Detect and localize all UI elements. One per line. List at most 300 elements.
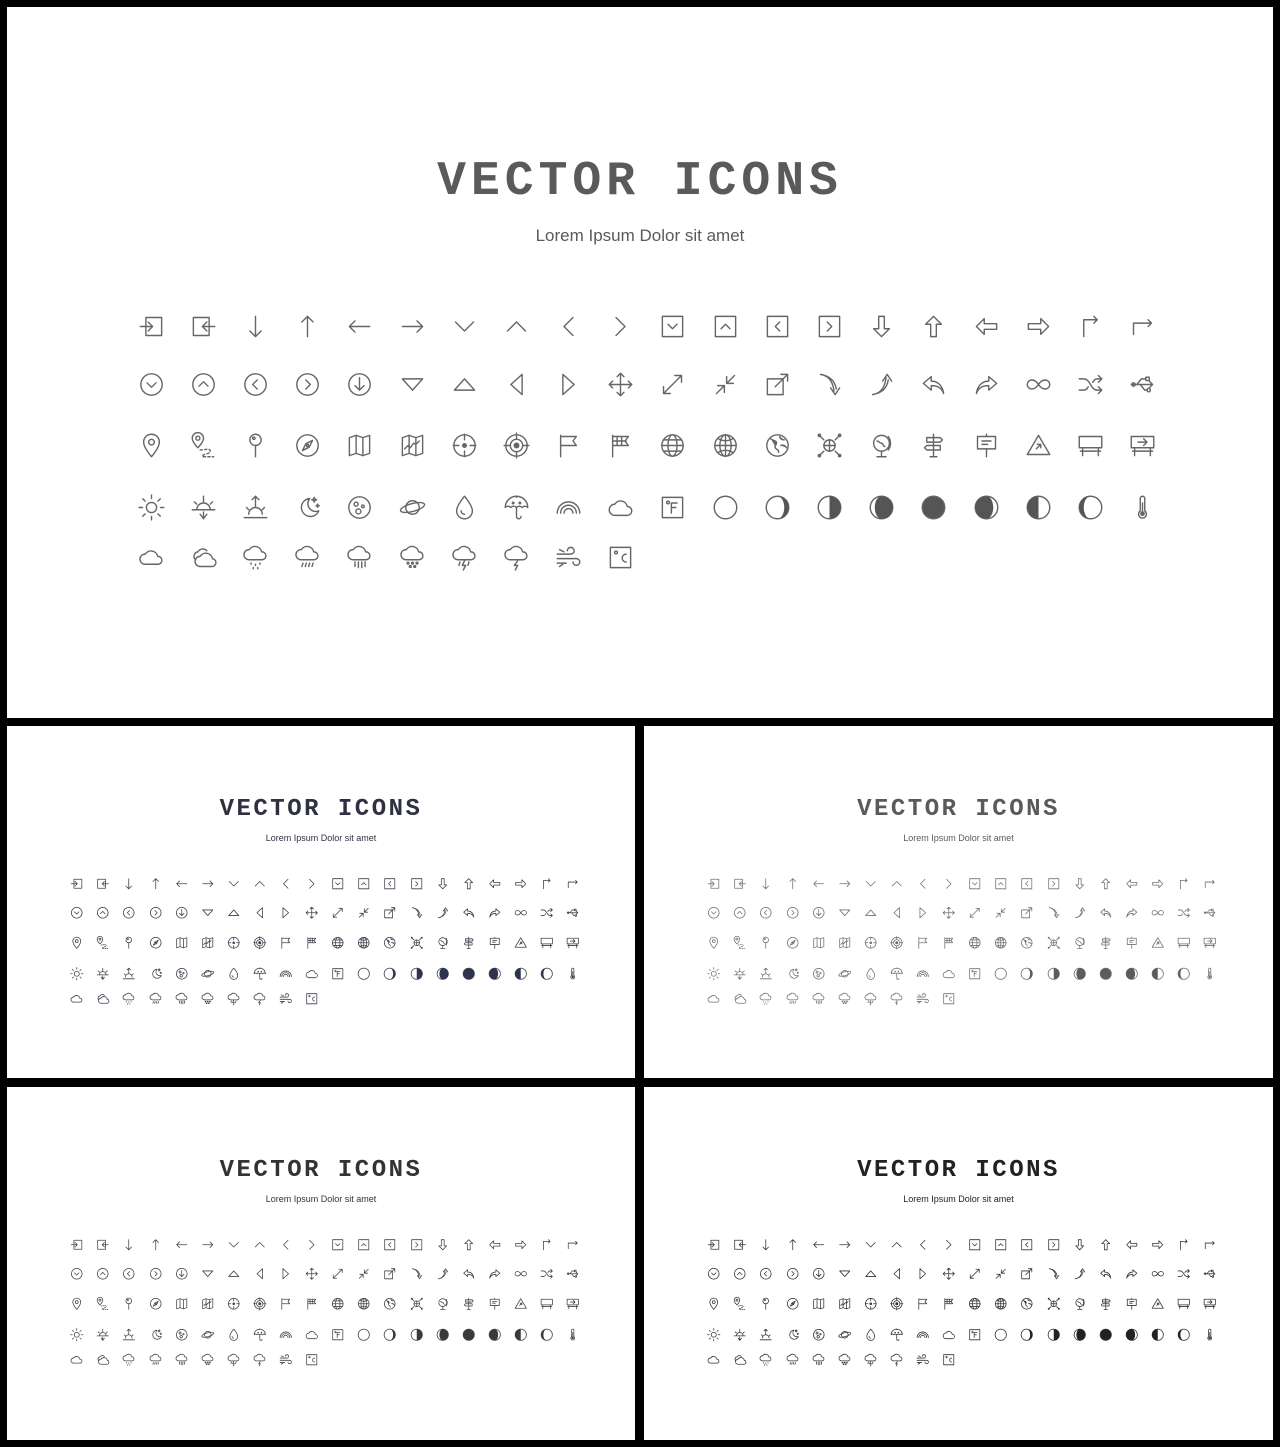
- moon-last-quarter-icon: [1145, 1319, 1171, 1350]
- circle-arrow-down-icon: [805, 1259, 831, 1288]
- icon-grid: [64, 1230, 586, 1370]
- turn-up-right-icon: [1064, 297, 1116, 355]
- slide-thumbnail-navy[interactable]: [7, 726, 635, 1078]
- earth-icon: [1014, 927, 1040, 958]
- chevron-left-icon: [910, 1230, 936, 1259]
- move-icon: [936, 1259, 962, 1288]
- fahrenheit-icon: [647, 477, 699, 537]
- target-icon: [247, 927, 273, 958]
- moon-waning-gibbous-icon: [1119, 958, 1145, 989]
- moon-waning-gibbous-icon: [482, 958, 508, 989]
- hollow-arrow-right-icon: [1145, 1230, 1171, 1259]
- billboard-icon: [1171, 927, 1197, 958]
- compress-icon: [351, 898, 377, 927]
- curved-arrow-down-icon: [403, 1259, 429, 1288]
- push-pin-icon: [116, 1288, 142, 1319]
- circle-chevron-left-icon: [753, 1259, 779, 1288]
- arrow-right-icon: [194, 1230, 220, 1259]
- triangle-down-icon: [194, 898, 220, 927]
- slide-thumbnail-charcoal[interactable]: [7, 1087, 635, 1440]
- chevron-down-icon: [858, 1230, 884, 1259]
- checkered-flag-icon: [299, 927, 325, 958]
- forward-icon: [482, 1259, 508, 1288]
- external-link-icon: [377, 1259, 403, 1288]
- cloud-showers-icon: [805, 1350, 831, 1370]
- direction-board-icon: [560, 927, 586, 958]
- sign-board-icon: [482, 927, 508, 958]
- moon-last-quarter-icon: [1145, 958, 1171, 989]
- rainbow-icon: [543, 477, 595, 537]
- flag-icon: [910, 1288, 936, 1319]
- folded-map-icon: [194, 1288, 220, 1319]
- triangle-right-icon: [273, 898, 299, 927]
- crosshair-icon: [858, 927, 884, 958]
- shuffle-icon: [1064, 355, 1116, 413]
- signpost-icon: [455, 927, 481, 958]
- shuffle-icon: [1171, 898, 1197, 927]
- sunrise-icon: [753, 1319, 779, 1350]
- circle-arrow-down-icon: [805, 898, 831, 927]
- usb-icon: [560, 1259, 586, 1288]
- chevron-left-icon: [543, 297, 595, 355]
- desk-globe-icon: [1066, 927, 1092, 958]
- sun-icon: [125, 477, 177, 537]
- expand-icon: [962, 1259, 988, 1288]
- compress-icon: [988, 898, 1014, 927]
- cloud-snow-icon: [831, 989, 857, 1009]
- cloud-lightning-icon: [884, 1350, 910, 1370]
- cloud-outline-icon: [64, 1350, 90, 1370]
- chevron-down-icon: [438, 297, 490, 355]
- chevron-left-icon: [273, 869, 299, 898]
- chevron-up-icon: [247, 1230, 273, 1259]
- wind-icon: [543, 537, 595, 577]
- moon-waxing-gibbous-icon: [856, 477, 908, 537]
- road-sign-icon: [1145, 927, 1171, 958]
- push-pin-icon: [753, 927, 779, 958]
- network-globe-icon: [1040, 927, 1066, 958]
- slide-title: VECTOR ICONS: [219, 796, 423, 823]
- moon-new-icon: [351, 958, 377, 989]
- triangle-up-icon: [221, 898, 247, 927]
- circle-chevron-left-icon: [229, 355, 281, 413]
- moon-waning-crescent-icon: [1171, 958, 1197, 989]
- billboard-icon: [1064, 413, 1116, 477]
- fahrenheit-icon: [962, 1319, 988, 1350]
- globe-icon: [325, 1288, 351, 1319]
- icon-row: [64, 1230, 586, 1259]
- wind-icon: [910, 1350, 936, 1370]
- icon-row: [64, 869, 586, 898]
- slide-subtitle: Lorem Ipsum Dolor sit amet: [903, 833, 1014, 843]
- hollow-arrow-right-icon: [508, 1230, 534, 1259]
- cloud-showers-icon: [168, 1350, 194, 1370]
- crosshair-icon: [438, 413, 490, 477]
- square-chevron-left-icon: [377, 1230, 403, 1259]
- flag-icon: [543, 413, 595, 477]
- triangle-right-icon: [910, 1259, 936, 1288]
- circle-arrow-down-icon: [334, 355, 386, 413]
- desk-globe-icon: [1066, 1288, 1092, 1319]
- cloud-lightning-icon: [247, 989, 273, 1009]
- thermometer-icon: [560, 958, 586, 989]
- triangle-up-icon: [438, 355, 490, 413]
- hollow-arrow-left-icon: [482, 869, 508, 898]
- icon-row: [64, 989, 586, 1009]
- icon-row: [125, 537, 1169, 577]
- move-icon: [299, 898, 325, 927]
- curved-arrow-up-icon: [429, 898, 455, 927]
- arrow-down-icon: [116, 1230, 142, 1259]
- chevron-right-icon: [936, 869, 962, 898]
- reply-icon: [1092, 898, 1118, 927]
- circle-chevron-left-icon: [753, 898, 779, 927]
- triangle-left-icon: [884, 898, 910, 927]
- sign-board-icon: [1119, 1288, 1145, 1319]
- cloud-rain-icon: [142, 989, 168, 1009]
- square-chevron-down-icon: [325, 1230, 351, 1259]
- sign-out-icon: [90, 1230, 116, 1259]
- cloud-icon: [936, 958, 962, 989]
- hollow-arrow-down-icon: [1066, 1230, 1092, 1259]
- square-chevron-right-icon: [403, 869, 429, 898]
- moon-new-icon: [351, 1319, 377, 1350]
- icon-row: [701, 1259, 1223, 1288]
- cloudy-icon: [90, 1350, 116, 1370]
- cloud-drizzle-icon: [116, 989, 142, 1009]
- external-link-icon: [377, 898, 403, 927]
- forward-icon: [960, 355, 1012, 413]
- square-chevron-down-icon: [325, 869, 351, 898]
- external-link-icon: [1014, 898, 1040, 927]
- celsius-icon: [936, 989, 962, 1009]
- triangle-left-icon: [884, 1259, 910, 1288]
- square-chevron-down-icon: [647, 297, 699, 355]
- icon-row: [701, 1288, 1223, 1319]
- cloud-storm-icon: [858, 989, 884, 1009]
- sign-board-icon: [1119, 927, 1145, 958]
- triangle-up-icon: [858, 898, 884, 927]
- square-chevron-right-icon: [803, 297, 855, 355]
- turn-right-icon: [1197, 1230, 1223, 1259]
- map-route-icon: [177, 413, 229, 477]
- arrow-left-icon: [805, 1230, 831, 1259]
- sign-in-icon: [64, 869, 90, 898]
- hollow-arrow-up-icon: [455, 869, 481, 898]
- circle-chevron-right-icon: [282, 355, 334, 413]
- chevron-left-icon: [273, 1230, 299, 1259]
- icon-row: [125, 413, 1169, 477]
- arrow-up-icon: [779, 1230, 805, 1259]
- slide-title: VECTOR ICONS: [437, 155, 843, 209]
- cloud-rain-icon: [779, 1350, 805, 1370]
- sign-out-icon: [177, 297, 229, 355]
- square-chevron-left-icon: [1014, 869, 1040, 898]
- icon-row: [125, 297, 1169, 355]
- circle-chevron-up-icon: [90, 1259, 116, 1288]
- circle-arrow-down-icon: [168, 898, 194, 927]
- planet-icon: [386, 477, 438, 537]
- hollow-arrow-down-icon: [429, 869, 455, 898]
- fahrenheit-icon: [325, 958, 351, 989]
- direction-board-icon: [560, 1288, 586, 1319]
- moon-full-icon: [1092, 958, 1118, 989]
- slide-title: VECTOR ICONS: [857, 1157, 1060, 1184]
- map-icon: [168, 1288, 194, 1319]
- hollow-arrow-left-icon: [482, 1230, 508, 1259]
- map-icon: [168, 927, 194, 958]
- triangle-right-icon: [543, 355, 595, 413]
- arrow-left-icon: [805, 869, 831, 898]
- planet-icon: [194, 958, 220, 989]
- sign-out-icon: [90, 869, 116, 898]
- circle-chevron-up-icon: [727, 1259, 753, 1288]
- sign-out-icon: [727, 1230, 753, 1259]
- square-chevron-down-icon: [962, 869, 988, 898]
- triangle-right-icon: [273, 1259, 299, 1288]
- moon-first-quarter-icon: [403, 958, 429, 989]
- target-icon: [490, 413, 542, 477]
- hollow-arrow-left-icon: [1119, 1230, 1145, 1259]
- expand-icon: [325, 898, 351, 927]
- hollow-arrow-left-icon: [960, 297, 1012, 355]
- icon-row: [701, 989, 1223, 1009]
- chevron-right-icon: [299, 1230, 325, 1259]
- cloud-drizzle-icon: [116, 1350, 142, 1370]
- umbrella-icon: [884, 1319, 910, 1350]
- compress-icon: [351, 1259, 377, 1288]
- moon-new-icon: [988, 1319, 1014, 1350]
- chevron-up-icon: [490, 297, 542, 355]
- sunrise-icon: [116, 958, 142, 989]
- arrow-right-icon: [831, 1230, 857, 1259]
- sign-in-icon: [701, 1230, 727, 1259]
- hollow-arrow-right-icon: [508, 869, 534, 898]
- checkered-flag-icon: [299, 1288, 325, 1319]
- sunrise-icon: [116, 1319, 142, 1350]
- triangle-up-icon: [858, 1259, 884, 1288]
- target-icon: [884, 927, 910, 958]
- arrow-down-icon: [229, 297, 281, 355]
- moon-waxing-crescent-icon: [377, 958, 403, 989]
- cloud-showers-icon: [168, 989, 194, 1009]
- icon-row: [64, 927, 586, 958]
- thermometer-icon: [560, 1319, 586, 1350]
- moon-waxing-gibbous-icon: [1066, 958, 1092, 989]
- move-icon: [299, 1259, 325, 1288]
- map-icon: [805, 1288, 831, 1319]
- cloudy-icon: [177, 537, 229, 577]
- umbrella-icon: [884, 958, 910, 989]
- target-icon: [247, 1288, 273, 1319]
- direction-board-icon: [1197, 927, 1223, 958]
- slide-title: VECTOR ICONS: [219, 1157, 423, 1184]
- triangle-left-icon: [247, 898, 273, 927]
- moon-first-quarter-icon: [1040, 1319, 1066, 1350]
- cloudy-icon: [90, 989, 116, 1009]
- reply-icon: [908, 355, 960, 413]
- desk-globe-icon: [856, 413, 908, 477]
- icon-row: [125, 477, 1169, 537]
- folded-map-icon: [386, 413, 438, 477]
- reply-icon: [1092, 1259, 1118, 1288]
- moon-stars-icon: [779, 1319, 805, 1350]
- moon-waxing-gibbous-icon: [429, 958, 455, 989]
- cloud-lightning-icon: [884, 989, 910, 1009]
- wind-icon: [910, 989, 936, 1009]
- chevron-up-icon: [247, 869, 273, 898]
- moon-stars-icon: [282, 477, 334, 537]
- usb-icon: [560, 898, 586, 927]
- hollow-arrow-up-icon: [455, 1230, 481, 1259]
- curved-arrow-down-icon: [1040, 1259, 1066, 1288]
- shuffle-icon: [1171, 1259, 1197, 1288]
- cloud-showers-icon: [334, 537, 386, 577]
- moon-first-quarter-icon: [803, 477, 855, 537]
- road-sign-icon: [1145, 1288, 1171, 1319]
- sunset-icon: [90, 1319, 116, 1350]
- moon-waxing-gibbous-icon: [1066, 1319, 1092, 1350]
- planet-icon: [831, 1319, 857, 1350]
- water-drop-icon: [221, 1319, 247, 1350]
- map-icon: [334, 413, 386, 477]
- moon-waning-gibbous-icon: [960, 477, 1012, 537]
- celsius-icon: [936, 1350, 962, 1370]
- curved-arrow-up-icon: [1066, 898, 1092, 927]
- sunrise-icon: [753, 958, 779, 989]
- sunset-icon: [727, 958, 753, 989]
- sunset-icon: [177, 477, 229, 537]
- arrow-right-icon: [831, 869, 857, 898]
- arrow-up-icon: [142, 869, 168, 898]
- moon-last-quarter-icon: [508, 958, 534, 989]
- icon-grid: [125, 297, 1169, 577]
- full-moon-icon: [168, 1319, 194, 1350]
- moon-waning-crescent-icon: [534, 1319, 560, 1350]
- loop-icon: [508, 1259, 534, 1288]
- billboard-icon: [534, 1288, 560, 1319]
- globe-icon: [962, 1288, 988, 1319]
- forward-icon: [482, 898, 508, 927]
- globe-icon: [647, 413, 699, 477]
- road-sign-icon: [508, 927, 534, 958]
- slide-thumbnail-gray[interactable]: [644, 726, 1273, 1078]
- full-moon-icon: [805, 1319, 831, 1350]
- icon-row: [64, 1319, 586, 1350]
- folded-map-icon: [831, 927, 857, 958]
- moon-new-icon: [699, 477, 751, 537]
- triangle-up-icon: [221, 1259, 247, 1288]
- arrow-down-icon: [753, 869, 779, 898]
- cloud-drizzle-icon: [229, 537, 281, 577]
- planet-icon: [194, 1319, 220, 1350]
- square-chevron-left-icon: [377, 869, 403, 898]
- square-chevron-right-icon: [1040, 869, 1066, 898]
- usb-icon: [1197, 1259, 1223, 1288]
- umbrella-icon: [490, 477, 542, 537]
- moon-waxing-crescent-icon: [377, 1319, 403, 1350]
- circle-chevron-down-icon: [125, 355, 177, 413]
- moon-full-icon: [455, 1319, 481, 1350]
- fahrenheit-icon: [325, 1319, 351, 1350]
- chevron-down-icon: [221, 1230, 247, 1259]
- triangle-left-icon: [247, 1259, 273, 1288]
- map-route-icon: [727, 1288, 753, 1319]
- rainbow-icon: [910, 958, 936, 989]
- moon-waning-crescent-icon: [534, 958, 560, 989]
- crosshair-icon: [221, 1288, 247, 1319]
- map-icon: [805, 927, 831, 958]
- cloud-showers-icon: [805, 989, 831, 1009]
- sunrise-icon: [229, 477, 281, 537]
- moon-last-quarter-icon: [508, 1319, 534, 1350]
- slide-subtitle: Lorem Ipsum Dolor sit amet: [265, 833, 377, 843]
- triangle-left-icon: [490, 355, 542, 413]
- circle-chevron-left-icon: [116, 898, 142, 927]
- expand-icon: [647, 355, 699, 413]
- loop-icon: [1012, 355, 1064, 413]
- forward-icon: [1119, 898, 1145, 927]
- icon-grid: [701, 869, 1223, 1009]
- chevron-right-icon: [936, 1230, 962, 1259]
- arrow-right-icon: [386, 297, 438, 355]
- slide-thumbnail-black[interactable]: [644, 1087, 1273, 1440]
- turn-up-right-icon: [534, 869, 560, 898]
- cloud-lightning-icon: [247, 1350, 273, 1370]
- full-moon-icon: [168, 958, 194, 989]
- cloud-snow-icon: [831, 1350, 857, 1370]
- signpost-icon: [1092, 927, 1118, 958]
- icon-row: [701, 927, 1223, 958]
- sunset-icon: [727, 1319, 753, 1350]
- map-pin-icon: [701, 927, 727, 958]
- cloud-drizzle-icon: [753, 1350, 779, 1370]
- sign-board-icon: [482, 1288, 508, 1319]
- cloud-outline-icon: [701, 1350, 727, 1370]
- square-chevron-up-icon: [699, 297, 751, 355]
- globe-alt-icon: [988, 927, 1014, 958]
- network-globe-icon: [1040, 1288, 1066, 1319]
- moon-stars-icon: [142, 1319, 168, 1350]
- target-icon: [884, 1288, 910, 1319]
- wind-icon: [273, 989, 299, 1009]
- compass-icon: [282, 413, 334, 477]
- flag-icon: [273, 1288, 299, 1319]
- globe-icon: [962, 927, 988, 958]
- icon-row: [125, 355, 1169, 413]
- slide-subtitle: Lorem Ipsum Dolor sit amet: [535, 226, 745, 245]
- slide-main[interactable]: [7, 7, 1273, 718]
- triangle-down-icon: [831, 898, 857, 927]
- fahrenheit-icon: [962, 958, 988, 989]
- hollow-arrow-down-icon: [429, 1230, 455, 1259]
- loop-icon: [1145, 1259, 1171, 1288]
- moon-waxing-crescent-icon: [1014, 1319, 1040, 1350]
- celsius-icon: [299, 989, 325, 1009]
- arrow-up-icon: [779, 869, 805, 898]
- cloud-icon: [595, 477, 647, 537]
- map-route-icon: [727, 927, 753, 958]
- move-icon: [936, 898, 962, 927]
- curved-arrow-up-icon: [429, 1259, 455, 1288]
- full-moon-icon: [805, 958, 831, 989]
- hollow-arrow-up-icon: [908, 297, 960, 355]
- moon-stars-icon: [779, 958, 805, 989]
- hollow-arrow-down-icon: [856, 297, 908, 355]
- sign-board-icon: [960, 413, 1012, 477]
- umbrella-icon: [247, 1319, 273, 1350]
- map-pin-icon: [701, 1288, 727, 1319]
